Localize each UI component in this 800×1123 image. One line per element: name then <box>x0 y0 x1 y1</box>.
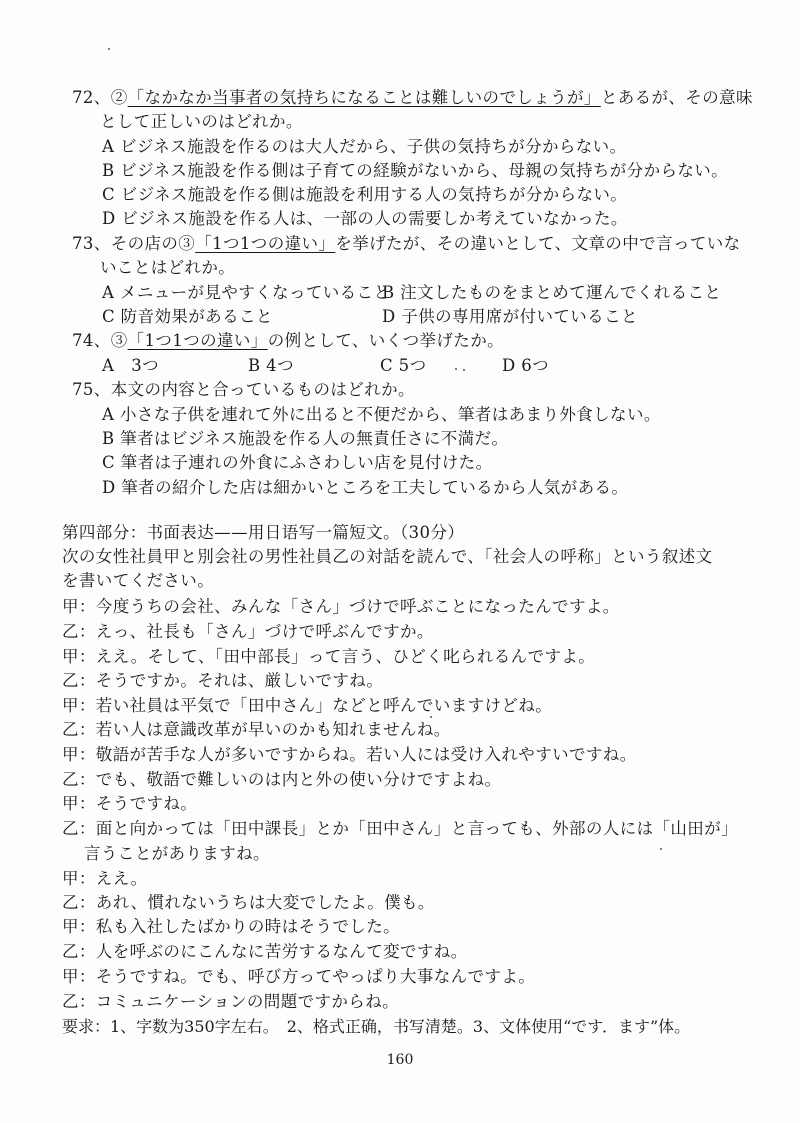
dialogue-line: 乙：コミュニケーションの問題ですからね。 <box>62 992 400 1011</box>
scan-speck <box>108 48 110 50</box>
q74-options <box>102 355 582 377</box>
page-number: 160 <box>386 1052 414 1068</box>
dialogue-line: 甲：ええ。 <box>62 869 148 888</box>
q73-stem <box>72 233 741 255</box>
dialogue-line-continued: 言うことがありますね。 <box>84 844 270 863</box>
q75-option-a: A 小さな子供を連れて外に出ると不便だから、筆者はあまり外食しない。 <box>102 405 661 424</box>
q74-stem-rest: の例として、いくつ挙げたか。 <box>267 331 504 350</box>
dialogue-line: 乙：面と向かっては「田中課長」とか「田中さん」と言っても、外部の人には「山田が」 <box>62 819 738 838</box>
q74-option-a: A 3つ <box>102 356 160 375</box>
q72-stem-line2: として正しいのはどれか。 <box>100 112 303 131</box>
q72-number: 72、② <box>72 88 128 107</box>
dialogue-line: 甲：敬語が苦手な人が多いですからね。若い人には受け入れやすいですね。 <box>62 745 637 764</box>
dialogue-line: 甲：そうですね。 <box>62 794 198 813</box>
q72-option-c: C ビジネス施設を作る側は施設を利用する人の気持ちが分からない。 <box>102 185 628 204</box>
q73-option-d: D 子供の専用席が付いていること <box>382 307 638 326</box>
scan-speck <box>463 369 465 371</box>
dialogue-line: 乙：そうですか。それは、厳しいですね。 <box>62 671 384 690</box>
q73-option-row1 <box>102 282 722 304</box>
q73-option-c: C 防音効果があること <box>102 307 273 326</box>
dialogue-line: 甲：今度うちの会社、みんな「さん」づけで呼ぶことになったんですよ。 <box>62 597 620 616</box>
q73-stem-line2: いことはどれか。 <box>100 258 236 277</box>
q75-option-b: B 筆者はビジネス施設を作る人の無責任さに不満だ。 <box>102 429 509 448</box>
q74-number: 74、③ <box>72 331 128 350</box>
q72-stem <box>72 87 753 109</box>
dialogue-line: 乙：若い人は意識改革が早いのかも知れませんね。 <box>62 720 451 739</box>
q74-stem <box>72 330 504 352</box>
q73-option-row2 <box>102 306 638 328</box>
dialogue-line: 甲：そうですね。でも、呼び方ってやっぱり大事なんですよ。 <box>62 967 536 986</box>
q73-option-a: A メニューが見やすくなっていること <box>102 283 391 302</box>
part4-instruction-line2: を書いてください。 <box>62 571 215 590</box>
q75-option-d: D 筆者の紹介した店は細かいところを工夫しているから人気がある。 <box>102 478 629 497</box>
dialogue-line: 甲：私も入社したばかりの時はそうでした。 <box>62 917 400 936</box>
scan-speck <box>660 848 662 850</box>
dialogue-line: 乙：人を呼ぶのにこんなに苦労するなんて変ですね。 <box>62 942 468 961</box>
q74-option-d: D 6つ <box>502 356 550 375</box>
dialogue-line: 乙：えっ、社長も「さん」づけで呼ぶんですか。 <box>62 622 434 641</box>
q73-stem-rest: を挙げたが、その違いとして、文章の中で言っていな <box>335 234 741 253</box>
q73-option-b: B 注文したものをまとめて運んでくれること <box>382 283 722 302</box>
scan-speck <box>430 716 432 718</box>
scan-speck <box>455 368 457 370</box>
part4-requirement: 要求：1、字数为350字左右。 2、格式正确，书写清楚。3、文体使用“です．ます”体。 <box>62 1017 691 1036</box>
q74-quote: 「1つ1つの違い」 <box>127 331 268 350</box>
dialogue-line: 乙：あれ、慣れないうちは大変でしたよ。僕も。 <box>62 893 435 912</box>
q75-stem: 75、本文の内容と合っているものはどれか。 <box>72 380 415 399</box>
q72-option-a: A ビジネス施設を作るのは大人だから、子供の気持ちが分からない。 <box>102 137 627 156</box>
part4-heading: 第四部分：书面表达——用日语写一篇短文。（30分） <box>62 523 465 542</box>
q72-stem-rest: とあるが、その意味 <box>600 88 753 107</box>
q74-option-c: C 5つ <box>380 356 427 375</box>
dialogue-line: 甲：若い社員は平気で「田中さん」などと呼んでいますけどね。 <box>62 696 553 715</box>
dialogue-line: 甲：ええ。そして、「田中部長」って言う、ひどく叱られるんですよ。 <box>62 647 596 666</box>
q72-quote: 「なかなか当事者の気持ちになることは難しいのでしょうが」 <box>127 88 601 107</box>
q74-option-b: B 4つ <box>248 356 294 375</box>
q75-option-c: C 筆者は子連れの外食にふさわしい店を見付けた。 <box>102 453 493 472</box>
part4-instruction-line1: 次の女性社員甲と別会社の男性社員乙の対話を読んで、「社会人の呼称」という叙述文 <box>62 547 713 566</box>
q72-option-d: D ビジネス施設を作る人は、一部の人の需要しか考えていなかった。 <box>102 209 628 228</box>
dialogue-line: 乙：でも、敬語で難しいのは内と外の使い分けですよね。 <box>62 770 502 789</box>
q73-quote: 「1つ1つの違い」 <box>195 234 336 253</box>
q73-number: 73、その店の③ <box>72 234 196 253</box>
q72-option-b: B ビジネス施設を作る側は子育ての経験がないから、母親の気持ちが分からない。 <box>102 161 729 180</box>
